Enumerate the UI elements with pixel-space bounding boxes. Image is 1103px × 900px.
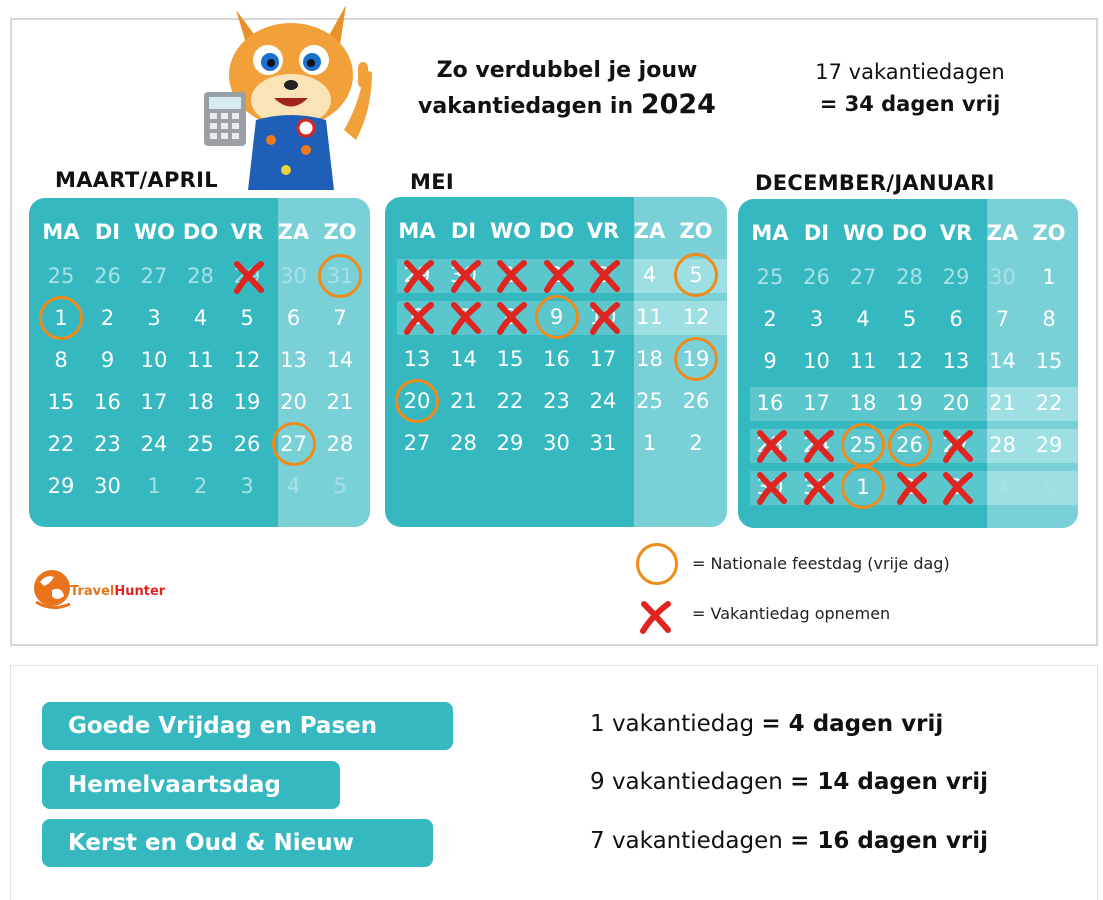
calendar-day: 29 — [47, 474, 75, 498]
headline-line1: Zo verdubbel je jouw — [436, 58, 698, 83]
calendar-day: 19 — [233, 390, 261, 414]
calendar-day: 28 — [187, 264, 214, 288]
calendar-day: 26 — [803, 265, 830, 289]
holiday-circle-icon — [674, 253, 718, 297]
calendar-day: 26 — [682, 389, 710, 413]
result-pasen-days: 1 vakantiedag — [590, 711, 762, 737]
period-pill-hemelvaart: Hemelvaartsdag — [42, 761, 340, 809]
calendar-day: 10 — [803, 349, 830, 373]
vacation-cross-icon — [448, 258, 484, 294]
calendar-day: 5 — [689, 263, 703, 287]
headline-line2 — [402, 88, 732, 124]
calendar-day: 9 — [549, 305, 564, 329]
calendar-day: 15 — [1035, 349, 1063, 373]
calendar-day: 10 — [140, 348, 168, 372]
headline — [402, 54, 732, 124]
calendar-day: 7 — [456, 305, 471, 329]
calendar-day: 30 — [280, 264, 307, 288]
vacation-cross-icon — [401, 300, 437, 336]
calendar-day: 18 — [187, 390, 214, 414]
calendar-day: 4 — [995, 475, 1010, 499]
calendar-day: 30 — [543, 431, 570, 455]
calendar-day: 24 — [803, 433, 830, 457]
calendar-day: 15 — [496, 347, 524, 371]
calendar-day: 11 — [187, 348, 214, 372]
calendar-day: 14 — [450, 347, 477, 371]
vacation-cross-icon — [754, 428, 790, 464]
holiday-circle-icon — [272, 422, 316, 466]
calendar-day: 15 — [47, 390, 75, 414]
calendar-day: 2 — [763, 307, 777, 331]
calendar-day: 1 — [856, 475, 870, 499]
calendar-day: 13 — [280, 348, 307, 372]
calendar-day: 16 — [94, 390, 121, 414]
result-kerst-days: 7 vakantiedagen — [590, 828, 791, 854]
calendar-day: 29 — [496, 431, 524, 455]
calendar-day: 27 — [140, 264, 168, 288]
calendar-day: 11 — [849, 349, 877, 373]
vacation-cross-icon — [754, 470, 790, 506]
weekday-header: MA — [751, 221, 789, 245]
vacation-cross-icon — [541, 258, 577, 294]
calendar-day: 26 — [233, 432, 261, 456]
vacation-cross-icon — [894, 470, 930, 506]
calendar-day: 25 — [187, 432, 214, 456]
calendar-day: 29 — [1035, 433, 1063, 457]
holiday-circle-icon — [39, 296, 83, 340]
vacation-cross-icon — [231, 259, 267, 295]
result-kerst-free: = 16 dagen vrij — [790, 828, 988, 854]
calendar-day: 3 — [240, 474, 254, 498]
calendar-day: 19 — [682, 347, 710, 371]
calendar-day: 16 — [543, 347, 570, 371]
weekday-header: VR — [230, 220, 264, 244]
weekday-header: DI — [803, 221, 830, 245]
calendar-day: 1 — [147, 474, 161, 498]
calendar-day: 29 — [403, 263, 431, 287]
calendar-day: 30 — [450, 263, 477, 287]
calendar-day: 17 — [803, 391, 830, 415]
calendar-day: 27 — [849, 265, 877, 289]
calendar-day: 14 — [989, 349, 1016, 373]
summary-line2: = 34 dagen vrij — [819, 92, 1001, 116]
calendar-day: 2 — [193, 474, 208, 498]
calendar-day: 27 — [942, 433, 970, 457]
calendar-day: 23 — [94, 432, 121, 456]
calendar-day: 25 — [756, 265, 784, 289]
calendar-day: 22 — [47, 432, 75, 456]
legend-holiday-circle-icon — [636, 543, 678, 585]
vacation-cross-icon — [494, 258, 530, 294]
legend-vacation-cross-icon — [638, 600, 674, 634]
calendar-day: 2 — [902, 475, 917, 499]
weekday-header: WO — [490, 219, 532, 243]
calendar-day: 21 — [989, 391, 1016, 415]
calendar-day: 5 — [333, 474, 347, 498]
travelhunter-logo — [32, 568, 182, 614]
vacation-cross-icon — [801, 428, 837, 464]
calendar-day: 28 — [989, 433, 1016, 457]
calendar-day: 17 — [589, 347, 617, 371]
calendar-day: 5 — [1042, 475, 1056, 499]
calendar-day: 29 — [942, 265, 970, 289]
calendar-day: 9 — [100, 348, 115, 372]
result-kerst — [590, 828, 988, 854]
calendar-title-maart-april: MAART/APRIL — [55, 168, 218, 192]
calendar-day: 13 — [942, 349, 970, 373]
weekday-header: DO — [182, 220, 219, 244]
calendar-day: 8 — [1042, 307, 1056, 331]
calendar-day: 1 — [1042, 265, 1056, 289]
vacation-cross-icon — [587, 258, 623, 294]
calendar-day: 12 — [233, 348, 261, 372]
weekday-header: ZA — [633, 219, 666, 243]
calendar-day: 27 — [280, 432, 307, 456]
weekday-header: ZA — [986, 221, 1019, 245]
calendar-day: 1 — [642, 431, 657, 455]
calendar-day: 5 — [902, 307, 917, 331]
result-hemelvaart-free: = 14 dagen vrij — [790, 769, 988, 795]
summary-line1: 17 vakantiedagen — [815, 60, 1005, 84]
weekday-header: DI — [450, 219, 477, 243]
vacation-cross-icon — [940, 428, 976, 464]
calendar-maart-april — [29, 198, 370, 527]
weekday-header: MA — [398, 219, 436, 243]
weekday-header: MA — [42, 220, 80, 244]
vacation-cross-icon — [448, 300, 484, 336]
holiday-circle-icon — [318, 254, 362, 298]
calendar-day: 28 — [896, 265, 923, 289]
holiday-circle-icon — [888, 423, 932, 467]
logo-travel: Travel — [70, 584, 115, 599]
calendar-day: 24 — [589, 389, 617, 413]
calendar-day: 25 — [636, 389, 663, 413]
headline-year: 2024 — [640, 89, 716, 120]
calendar-day: 4 — [856, 307, 870, 331]
calendar-day: 14 — [326, 348, 354, 372]
calendar-day: 21 — [450, 389, 477, 413]
result-hemelvaart — [590, 769, 988, 795]
calendar-day: 4 — [286, 474, 301, 498]
calendar-day: 12 — [896, 349, 923, 373]
calendar-day: 24 — [140, 432, 168, 456]
holiday-circle-icon — [535, 295, 579, 339]
calendar-day: 26 — [94, 264, 121, 288]
calendar-day: 7 — [995, 307, 1010, 331]
calendar-day: 7 — [333, 306, 347, 330]
calendar-day: 31 — [326, 264, 354, 288]
calendar-day: 1 — [503, 263, 517, 287]
vacation-cross-icon — [401, 258, 437, 294]
holiday-circle-icon — [841, 465, 885, 509]
calendar-day: 8 — [54, 348, 68, 372]
calendar-day: 23 — [756, 433, 784, 457]
weekday-header: DO — [891, 221, 928, 245]
calendar-day: 3 — [949, 475, 963, 499]
calendar-day: 28 — [326, 432, 354, 456]
period-pill-pasen: Goede Vrijdag en Pasen — [42, 702, 453, 750]
calendar-day: 19 — [896, 391, 923, 415]
calendar-day: 4 — [642, 263, 657, 287]
calendar-day: 13 — [403, 347, 431, 371]
calendar-day: 18 — [849, 391, 877, 415]
calendar-december-januari — [738, 199, 1078, 528]
calendar-day: 20 — [403, 389, 431, 413]
vacation-cross-icon — [587, 300, 623, 336]
calendar-day: 2 — [100, 306, 115, 330]
holiday-circle-icon — [841, 423, 885, 467]
calendar-day: 20 — [942, 391, 970, 415]
headline-line2-text: vakantiedagen in — [418, 94, 634, 119]
calendar-day: 31 — [803, 475, 830, 499]
calendar-day: 10 — [589, 305, 617, 329]
calendar-day: 6 — [410, 305, 424, 329]
calendar-day: 8 — [503, 305, 517, 329]
weekday-header: ZO — [323, 220, 357, 244]
logo-brand-text — [70, 584, 165, 599]
calendar-day: 28 — [450, 431, 477, 455]
vacation-cross-icon — [940, 470, 976, 506]
calendar-day: 3 — [809, 307, 824, 331]
calendar-mei — [385, 197, 727, 527]
calendar-day: 30 — [94, 474, 121, 498]
calendar-day: 30 — [756, 475, 784, 499]
calendar-day: 3 — [596, 263, 610, 287]
calendar-title-december-januari: DECEMBER/JANUARI — [755, 171, 995, 195]
result-pasen-free: = 4 dagen vrij — [761, 711, 944, 737]
weekday-header: WO — [843, 221, 885, 245]
calendar-day: 17 — [140, 390, 168, 414]
calendar-day: 22 — [496, 389, 524, 413]
vacation-cross-icon — [494, 300, 530, 336]
calendar-day: 12 — [682, 305, 710, 329]
weekday-header: DI — [94, 220, 121, 244]
calendar-day: 31 — [589, 431, 617, 455]
calendar-day: 25 — [47, 264, 75, 288]
calendar-day: 26 — [896, 433, 923, 457]
weekday-header: VR — [939, 221, 973, 245]
weekday-header: ZO — [1032, 221, 1066, 245]
fox-mascot-illustration — [196, 0, 386, 190]
calendar-day: 11 — [636, 305, 663, 329]
legend-vacation-text: = Vakantiedag opnemen — [692, 604, 891, 623]
weekday-header: WO — [134, 220, 176, 244]
calendar-day: 2 — [689, 431, 703, 455]
calendar-day: 6 — [286, 306, 301, 330]
summary — [790, 56, 1030, 120]
calendar-day: 27 — [403, 431, 431, 455]
calendar-day: 25 — [849, 433, 877, 457]
calendar-day: 4 — [193, 306, 208, 330]
calendar-day: 6 — [949, 307, 963, 331]
calendar-day: 9 — [763, 349, 777, 373]
calendar-day: 30 — [989, 265, 1016, 289]
calendar-day: 16 — [756, 391, 784, 415]
calendar-day: 1 — [54, 306, 68, 330]
weekday-header: DO — [538, 219, 575, 243]
weekday-header: ZO — [679, 219, 713, 243]
legend-holiday-text: = Nationale feestdag (vrije dag) — [692, 554, 950, 573]
weekday-header: VR — [586, 219, 620, 243]
calendar-day: 22 — [1035, 391, 1063, 415]
result-pasen — [590, 711, 943, 737]
calendar-day: 3 — [147, 306, 161, 330]
holiday-circle-icon — [395, 379, 439, 423]
globe-logo-icon — [32, 568, 72, 612]
calendar-day: 20 — [280, 390, 307, 414]
calendar-day: 5 — [240, 306, 254, 330]
calendar-day: 18 — [636, 347, 663, 371]
calendar-day: 29 — [233, 264, 261, 288]
logo-hunter: Hunter — [114, 584, 166, 599]
calendar-title-mei: MEI — [410, 170, 454, 194]
holiday-circle-icon — [674, 337, 718, 381]
calendar-day: 2 — [549, 263, 564, 287]
vacation-cross-icon — [801, 470, 837, 506]
calendar-day: 23 — [543, 389, 570, 413]
period-pill-kerst: Kerst en Oud & Nieuw — [42, 819, 433, 867]
calendar-day: 21 — [326, 390, 354, 414]
weekday-header: ZA — [277, 220, 310, 244]
result-hemelvaart-days: 9 vakantiedagen — [590, 769, 791, 795]
